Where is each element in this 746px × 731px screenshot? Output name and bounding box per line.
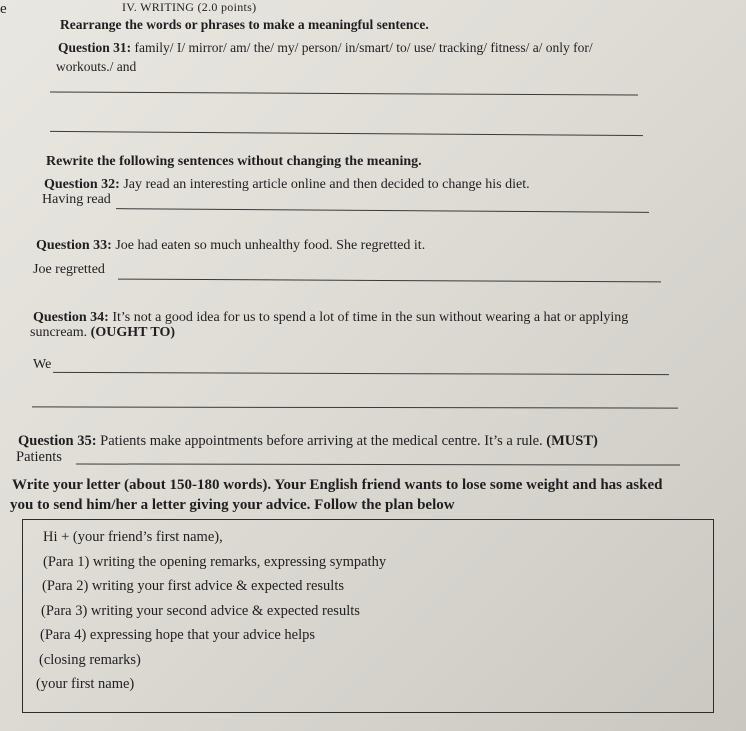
plan-item-closing: (closing remarks) bbox=[39, 652, 141, 668]
letter-instruction-line1: Write your letter (about 150-180 words). Your English friend wants to lose some weight and has asked bbox=[12, 477, 663, 493]
margin-letter: e bbox=[0, 1, 7, 17]
q34-text-line1: It’s not a good idea for us to spend a lot of time in the sun without wearing a hat or applying bbox=[112, 310, 629, 325]
question-31 bbox=[58, 41, 593, 55]
q32-start: Having read bbox=[42, 192, 111, 207]
q34-text-line2 bbox=[30, 326, 175, 340]
q34-answer-line-1[interactable] bbox=[53, 372, 669, 375]
q32-answer-line[interactable] bbox=[116, 208, 649, 213]
q34-text-line2-text: suncream. bbox=[30, 325, 88, 340]
plan-item-para-3: (Para 3) writing your second advice & expected results bbox=[41, 603, 360, 619]
question-32 bbox=[44, 178, 530, 192]
q31-label: Question 31: bbox=[58, 40, 132, 55]
q33-answer-line[interactable] bbox=[118, 279, 661, 283]
q31-answer-line-1[interactable] bbox=[50, 91, 638, 95]
q34-answer-line-2[interactable] bbox=[32, 406, 678, 408]
q35-label: Question 35: bbox=[18, 433, 97, 449]
rearrange-instruction: Rearrange the words or phrases to make a meaningful sentence. bbox=[60, 17, 429, 32]
q34-start: We bbox=[33, 357, 52, 372]
q33-start: Joe regretted bbox=[33, 262, 105, 277]
plan-item-para-2: (Para 2) writing your first advice & expected results bbox=[42, 578, 344, 594]
rewrite-instruction: Rewrite the following sentences without changing the meaning. bbox=[46, 154, 422, 169]
plan-item-para-4: (Para 4) expressing hope that your advice helps bbox=[40, 627, 316, 643]
plan-item-greeting: Hi + (your friend’s first name), bbox=[43, 529, 223, 545]
q35-text: Patients make appointments before arriving at the medical centre. It’s a rule. bbox=[100, 433, 543, 449]
plan-item-para-1: (Para 1) writing the opening remarks, expressing sympathy bbox=[43, 554, 387, 570]
plan-item-signature: (your first name) bbox=[36, 676, 135, 692]
q33-label: Question 33: bbox=[36, 238, 112, 253]
q34-hint: (OUGHT TO) bbox=[90, 325, 176, 340]
q31-words-line2: workouts./ and bbox=[56, 59, 137, 74]
section-title: IV. WRITING (2.0 points) bbox=[122, 0, 257, 14]
q35-hint: (MUST) bbox=[546, 433, 598, 449]
question-33 bbox=[36, 239, 425, 253]
q33-text: Joe had eaten so much unhealthy food. She regretted it. bbox=[115, 238, 426, 253]
question-35 bbox=[18, 434, 598, 449]
q32-label: Question 32: bbox=[44, 177, 120, 192]
letter-instruction-line2: you to send him/her a letter giving your advice. Follow the plan below bbox=[10, 497, 455, 513]
q31-words-line1: family/ I/ mirror/ am/ the/ my/ person/ in/smart/ to/ use/ tracking/ fitness/ a/ only for/ bbox=[134, 40, 593, 55]
q32-text: Jay read an interesting article online and then decided to change his diet. bbox=[123, 177, 530, 192]
q34-label: Question 34: bbox=[33, 310, 109, 325]
q35-answer-line[interactable] bbox=[76, 463, 680, 465]
q31-answer-line-2[interactable] bbox=[50, 131, 643, 136]
question-34 bbox=[33, 311, 628, 325]
q35-start: Patients bbox=[16, 449, 62, 465]
letter-plan-box bbox=[22, 519, 714, 713]
